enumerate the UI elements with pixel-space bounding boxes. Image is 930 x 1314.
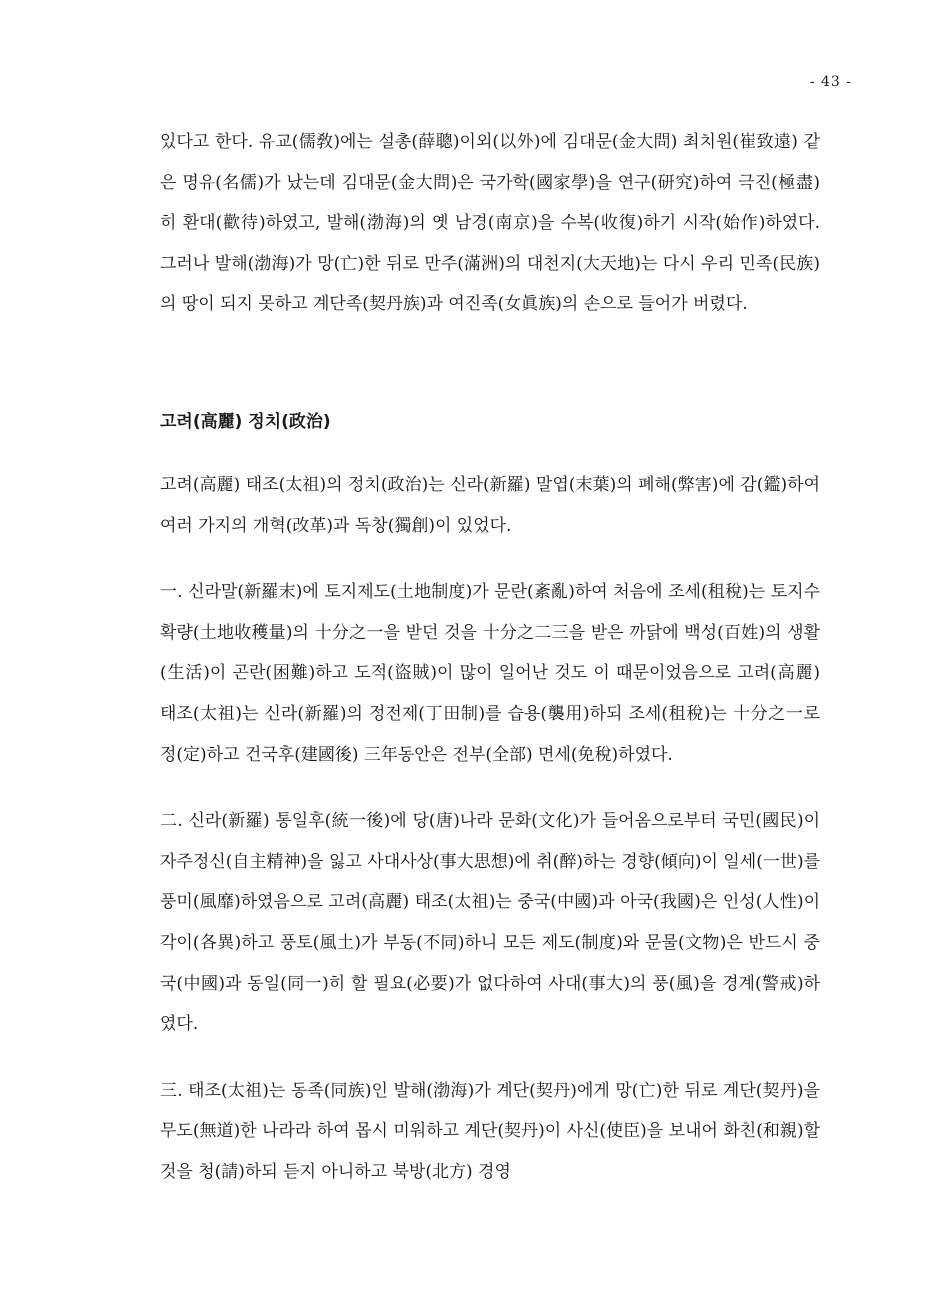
section-paragraph-1: 고려(高麗) 태조(太祖)의 정치(政治)는 신라(新羅) 말엽(末葉)의 폐해(弊害)에 감(鑑)하여 여러 가지의 개혁(改革)과 독창(獨創)이 있었다.: [160, 474, 820, 536]
document-body: [160, 122, 820, 1192]
section-title: 고려(高麗) 정치(政治): [160, 411, 331, 432]
section-paragraph-2: 一. 신라말(新羅末)에 토지제도(土地制度)가 문란(紊亂)하여 처음에 조세(租稅)는 토지수확량(土地收穫量)의 十分之一을 받던 것을 十分之二三을 받은 까닭에 백성(百姓)의 생활(生活)이 곤란(困難)하고 도적(盜賊)이 많이 일어난 것도 이 때문이었음으로 고려(高麗) 태조(太祖)는 신라(新羅)의 정전제(丁田制)를 습용(襲用)하되 조세(租稅)는 十分之一로 정(定)하고 건국후(建國後) 三年동안은 전부(全部) 면세(免稅)하였다.: [160, 582, 820, 765]
section-paragraph-4: 三. 태조(太祖)는 동족(同族)인 발해(渤海)가 계단(契丹)에게 망(亡)한 뒤로 계단(契丹)을 무도(無道)한 나라라 하여 몹시 미워하고 계단(契丹)이 사신(使臣)을 보내어 화친(和親)할 것을 청(請)하되 듣지 아니하고 북방(北方) 경영: [160, 1080, 820, 1182]
intro-paragraph: 있다고 한다. 유교(儒敎)에는 설총(薛聰)이외(以外)에 김대문(金大問) 최치원(崔致遠) 같은 명유(名儒)가 났는데 김대문(金大問)은 국가학(國家學)을 연구(研究)하여 극진(極盡)히 환대(歡待)하였고, 발해(渤海)의 옛 남경(南京)을 수복(收復)하기 시작(始作)하였다. 그러나 발해(渤海)가 망(亡)한 뒤로 만주(滿洲)의 대천지(大天地)는 다시 우리 민족(民族)의 땅이 되지 못하고 계단족(契丹族)과 여진족(女眞族)의 손으로 들어가 버렸다.: [160, 132, 820, 315]
section-paragraph-3: 二. 신라(新羅) 통일후(統一後)에 당(唐)나라 문화(文化)가 들어옴으로부터 국민(國民)이 자주정신(自主精神)을 잃고 사대사상(事大思想)에 취(醉)하는 경향(傾向)이 일세(一世)를 풍미(風靡)하였음으로 고려(高麗) 태조(太祖)는 중국(中國)과 아국(我國)은 인성(人性)이 각이(各異)하고 풍토(風土)가 부동(不同)하니 모든 제도(制度)와 문물(文物)은 반드시 중국(中國)과 동일(同一)히 할 필요(必要)가 없다하여 사대(事大)의 풍(風)을 경계(警戒)하였다.: [160, 811, 820, 1035]
page-number: - 43 -: [809, 74, 852, 90]
